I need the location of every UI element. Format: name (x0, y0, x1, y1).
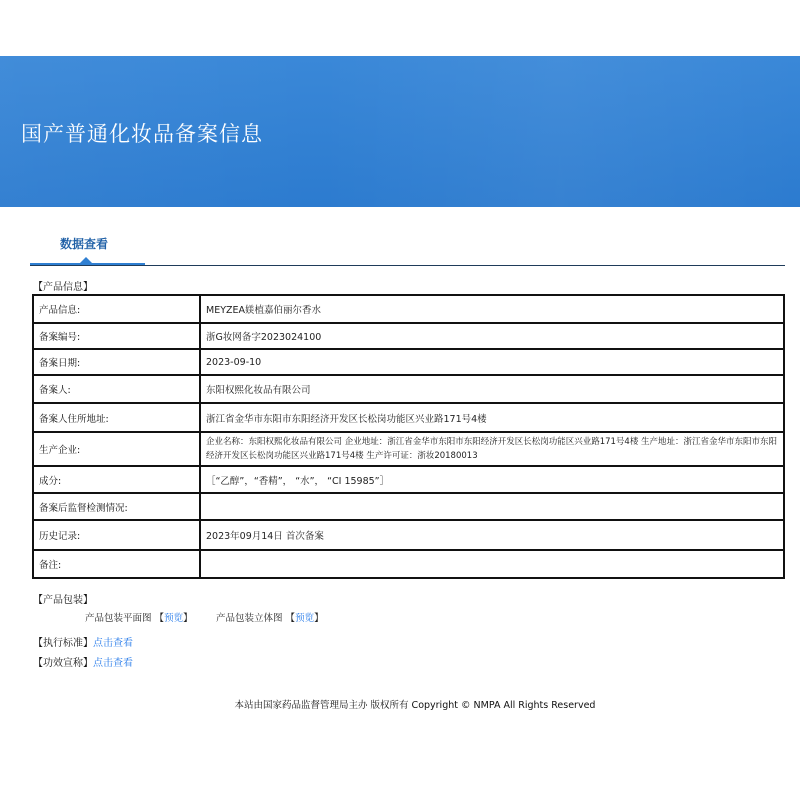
row-value: 东阳权熙化妆品有限公司 (200, 375, 784, 403)
row-value: MEYZEA媄植嘉伯丽尔香水 (200, 295, 784, 323)
row-key: 成分: (33, 466, 200, 493)
table-row (33, 403, 784, 432)
packaging-section-label: 【产品包装】 (33, 595, 93, 606)
row-value: 2023年09月14日 首次备案 (200, 520, 784, 550)
row-value: 浙江省金华市东阳市东阳经济开发区长松岗功能区兴业路171号4楼 (200, 403, 784, 432)
table-row (33, 349, 784, 375)
row-value: 企业名称：东阳权熙化妆品有限公司 企业地址：浙江省金华市东阳市东阳经济开发区长松岗功能区兴业路171号4楼 生产地址：浙江省金华市东阳市东阳经济开发区长松岗功能区兴业路171号4楼 生产许可证：浙妆20180013 (200, 432, 784, 466)
row-value (200, 550, 784, 578)
table-row (33, 466, 784, 493)
table-row (33, 520, 784, 550)
package-flat-view (85, 610, 193, 624)
table-row (33, 550, 784, 578)
standards-row (33, 634, 133, 649)
row-key: 备注: (33, 550, 200, 578)
efficacy-label: 【功效宣称】 (33, 658, 93, 669)
row-key: 备案人: (33, 375, 200, 403)
product-info-section-label: 【产品信息】 (33, 282, 93, 293)
row-key: 备案后监督检测情况: (33, 493, 200, 520)
row-key: 备案人住所地址: (33, 403, 200, 432)
table-row (33, 295, 784, 323)
bracket-open: 【 (154, 613, 165, 624)
header-banner (0, 56, 800, 207)
row-value: 浙G妆网备字2023024100 (200, 323, 784, 349)
table-row (33, 432, 784, 466)
row-key: 生产企业: (33, 432, 200, 466)
row-key: 历史记录: (33, 520, 200, 550)
product-info-table (32, 294, 785, 579)
table-row (33, 323, 784, 349)
row-key: 备案编号: (33, 323, 200, 349)
package-solid-preview-link[interactable]: 预览 (295, 613, 315, 624)
bracket-open: 【 (285, 613, 296, 624)
efficacy-row (33, 654, 133, 669)
package-flat-label: 产品包装平面图 (85, 613, 152, 624)
page-title: 国产普通化妆品备案信息 (21, 122, 263, 146)
tab-data-view[interactable]: 数据查看 (60, 237, 109, 251)
row-value: ［“乙醇”，“香精”， “水”， “CI 15985”］ (200, 466, 784, 493)
bracket-close: 】 (314, 613, 324, 624)
row-key: 产品信息: (33, 295, 200, 323)
standards-label: 【执行标准】 (33, 638, 93, 649)
table-row (33, 493, 784, 520)
footer-copyright: 本站由国家药品监督管理局主办 版权所有 Copyright © NMPA All Rights Reserved (234, 700, 596, 711)
package-solid-label: 产品包装立体图 (216, 613, 283, 624)
standards-view-link[interactable]: 点击查看 (93, 638, 133, 649)
row-key: 备案日期: (33, 349, 200, 375)
package-solid-view (216, 610, 324, 624)
bracket-close: 】 (183, 613, 193, 624)
row-value (200, 493, 784, 520)
table-row (33, 375, 784, 403)
efficacy-view-link[interactable]: 点击查看 (93, 658, 133, 669)
row-value: 2023-09-10 (200, 349, 784, 375)
package-flat-preview-link[interactable]: 预览 (164, 613, 184, 624)
tab-bar (30, 234, 785, 266)
